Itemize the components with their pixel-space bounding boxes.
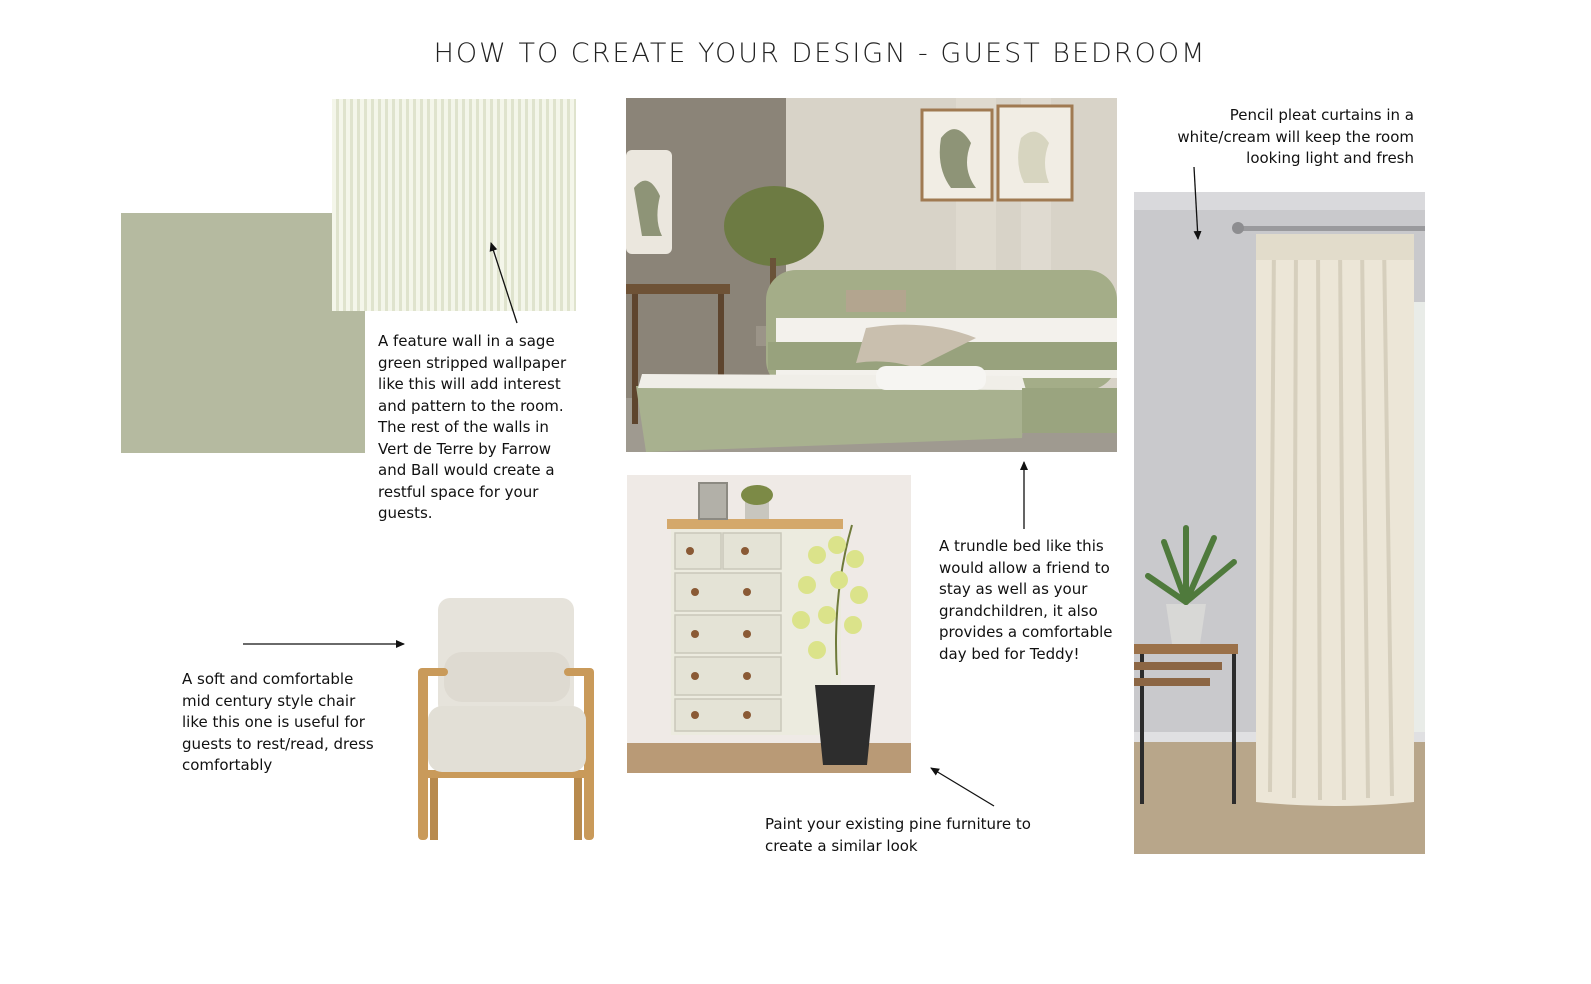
- pine-furniture-note: Paint your existing pine furniture to create a similar look: [765, 815, 1031, 855]
- trundle-bed-note: A trundle bed like this would allow a friend to stay as well as your grandchildren, it also provides a comfortable day bed for Teddy!: [939, 537, 1113, 663]
- page-title: HOW TO CREATE YOUR DESIGN - GUEST BEDROOM: [433, 38, 1207, 69]
- chair-note: A soft and comfortable mid century style chair like this one is useful for guests to rest/read, dress comfortably: [182, 670, 374, 774]
- trundle-bed-photo: [626, 98, 1117, 452]
- chest-of-drawers-photo: [627, 475, 911, 773]
- striped-wallpaper-swatch: [332, 99, 576, 311]
- wallpaper-note: A feature wall in a sage green stripped wallpaper like this will add interest and pattern to the room. The rest of the walls in Vert de Terre by Farrow and Ball would create a restful space for your guests.: [378, 332, 567, 522]
- armchair-photo: [410, 594, 602, 844]
- curtain-photo: [1134, 192, 1425, 854]
- sage-paint-swatch: [121, 213, 365, 453]
- curtains-note: Pencil pleat curtains in a white/cream will keep the room looking light and fresh: [1177, 106, 1414, 167]
- arrow-icon: [931, 768, 994, 806]
